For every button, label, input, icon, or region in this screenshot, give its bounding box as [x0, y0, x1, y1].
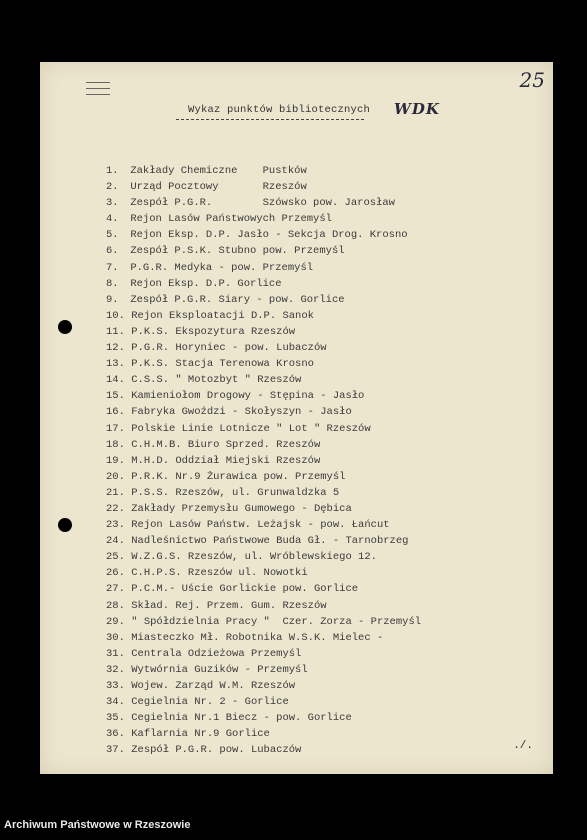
item-text: Polskie Linie Lotnicze " Lot " Rzeszów: [131, 422, 371, 435]
item-number: 6.: [106, 245, 119, 258]
list-item: [106, 388, 546, 404]
item-text: Fabryka Gwoździ - Skołyszyn - Jasło: [131, 406, 352, 419]
item-text: P.K.S. Stacja Terenowa Krosno: [131, 358, 314, 371]
list-item: [106, 614, 546, 630]
item-text: Wytwórnia Guzików - Przemyśl: [131, 663, 308, 676]
item-text: Urząd Pocztowy Rzeszów: [130, 181, 307, 194]
title-underline: [176, 119, 364, 120]
item-text: Wojew. Zarząd W.M. Rzeszów: [131, 680, 296, 692]
list-item: [106, 533, 546, 549]
item-number: 3.: [106, 197, 119, 210]
item-text: P.G.R. Horyniec - pow. Lubaczów: [131, 342, 327, 355]
item-number: 12.: [106, 342, 125, 355]
item-number: 1.: [106, 165, 119, 177]
list-item: [106, 404, 546, 420]
list-item: [106, 630, 546, 646]
item-number: 9.: [106, 293, 119, 306]
item-text: Kaflarnia Nr.9 Gorlice: [131, 728, 270, 741]
list-item: [106, 517, 546, 533]
item-text: Rejon Eksploatacji D.P. Sanok: [131, 309, 314, 322]
item-number: 34.: [106, 696, 125, 709]
list-item: [106, 276, 546, 292]
item-number: 16.: [106, 406, 125, 419]
item-text: P.K.S. Ekspozytura Rzeszów: [131, 325, 296, 338]
list-item: [106, 227, 546, 243]
list-item: [106, 678, 546, 694]
item-text: M.H.D. Oddział Miejski Rzeszów: [131, 454, 321, 467]
list-item: [106, 453, 546, 469]
item-number: 23.: [106, 519, 125, 532]
list-item: [106, 421, 546, 437]
item-text: Rejon Eksp. D.P. Gorlice: [130, 277, 282, 290]
list-item: [106, 501, 546, 517]
list-item: [106, 292, 546, 308]
item-number: 31.: [106, 647, 125, 660]
list-item: [106, 549, 546, 565]
item-number: 8.: [106, 277, 119, 290]
list-item: [106, 662, 546, 678]
item-text: C.S.S. " Motozbyt " Rzeszów: [131, 374, 302, 387]
item-number: 15.: [106, 390, 125, 403]
item-text: W.Z.G.S. Rzeszów, ul. Wróblewskiego 12.: [131, 551, 377, 564]
list-item: [106, 437, 546, 453]
item-number: 29.: [106, 615, 125, 628]
item-text: P.C.M.- Uście Gorlickie pow. Gorlice: [131, 583, 359, 596]
item-text: Zakłady Chemiczne Pustków: [130, 165, 307, 177]
punch-hole-bottom: [58, 518, 72, 532]
list-item: [106, 485, 546, 501]
item-text: C.H.P.S. Rzeszów ul. Nowotki: [131, 567, 308, 580]
item-number: 26.: [106, 567, 125, 580]
item-text: " Spółdzielnia Pracy " Czer. Zorza - Przemyśl: [131, 615, 422, 628]
list-item: [106, 565, 546, 581]
list-item: [106, 308, 546, 324]
item-text: Rejon Lasów Państwowych Przemyśl: [130, 213, 332, 226]
item-number: 20.: [106, 470, 125, 483]
archive-footer: [0, 813, 587, 840]
list-item: [106, 742, 546, 758]
item-number: 18.: [106, 438, 125, 451]
punch-hole-top: [58, 320, 72, 334]
item-number: 24.: [106, 535, 125, 548]
list-item: [106, 469, 546, 485]
item-number: 36.: [106, 728, 125, 741]
item-number: 10.: [106, 309, 125, 322]
item-number: 22.: [106, 502, 125, 515]
item-text: P.R.K. Nr.9 Żurawica pow. Przemyśl: [131, 470, 346, 483]
continuation-mark: ./.: [513, 740, 533, 752]
item-number: 25.: [106, 551, 125, 564]
list-item: [106, 243, 546, 259]
list-item: [106, 340, 546, 356]
item-number: 19.: [106, 454, 125, 467]
item-text: Centrala Odzieżowa Przemyśl: [131, 647, 302, 660]
item-number: 2.: [106, 181, 119, 194]
list-item: [106, 581, 546, 597]
item-text: Nadleśnictwo Państwowe Buda Gł. - Tarnobrzeg: [131, 535, 409, 548]
item-number: 5.: [106, 229, 119, 242]
list-item: [106, 163, 546, 179]
item-number: 7.: [106, 261, 119, 274]
item-text: P.S.S. Rzeszów, ul. Grunwaldzka 5: [131, 486, 340, 499]
item-text: Rejon Lasów Państw. Leżajsk - pow. Łańcut: [131, 519, 390, 532]
list-item: [106, 179, 546, 195]
list-item: [106, 324, 546, 340]
page-number: 25: [519, 68, 545, 92]
list-item: [106, 710, 546, 726]
list-item: [106, 260, 546, 276]
list-item: [106, 356, 546, 372]
item-text: Zakłady Przemysłu Gumowego - Dębica: [131, 502, 352, 515]
item-number: 11.: [106, 325, 125, 338]
item-number: 4.: [106, 213, 119, 226]
item-text: Cegielnia Nr. 2 - Gorlice: [131, 696, 289, 709]
page-title: Wykaz punktów bibliotecznych: [188, 104, 371, 116]
item-number: 32.: [106, 663, 125, 676]
list-item: [106, 646, 546, 662]
item-text: Rejon Eksp. D.P. Jasło - Sekcja Drog. Krosno: [130, 229, 408, 242]
list-item: [106, 726, 546, 742]
item-text: Zespół P.S.K. Stubno pow. Przemyśl: [130, 245, 345, 258]
list-item: [106, 694, 546, 710]
handwritten-note: WDK: [394, 100, 440, 118]
item-text: Miasteczko Mł. Robotnika W.S.K. Mielec -: [131, 631, 384, 644]
list-item: [106, 598, 546, 614]
item-number: 17.: [106, 422, 125, 435]
document-page: [40, 62, 553, 774]
item-text: Cegielnia Nr.1 Biecz - pow. Gorlice: [131, 712, 352, 725]
item-number: 35.: [106, 712, 125, 725]
item-number: 28.: [106, 599, 125, 612]
item-text: Skład. Rej. Przem. Gum. Rzeszów: [131, 599, 327, 612]
item-number: 13.: [106, 358, 125, 371]
item-text: Kamieniołom Drogowy - Stępina - Jasło: [131, 390, 365, 403]
item-text: Zespół P.G.R. Siary - pow. Gorlice: [130, 293, 345, 306]
item-text: Zespół P.G.R. Szówsko pow. Jarosław: [130, 197, 395, 210]
list-item: [106, 195, 546, 211]
item-number: 27.: [106, 583, 125, 596]
item-number: 21.: [106, 486, 125, 499]
item-number: 30.: [106, 631, 125, 644]
list-item: [106, 211, 546, 227]
archive-name: Archiwum Państwowe w Rzeszowie: [4, 819, 191, 831]
item-number: 33.: [106, 680, 125, 692]
item-number: 37.: [106, 744, 125, 757]
item-number: 14.: [106, 374, 125, 387]
item-text: Zespół P.G.R. pow. Lubaczów: [131, 744, 302, 757]
item-text: P.G.R. Medyka - pow. Przemyśl: [130, 261, 314, 274]
margin-marks: [86, 82, 110, 102]
list-item: [106, 372, 546, 388]
library-points-list: [106, 163, 546, 758]
item-text: C.H.M.B. Biuro Sprzed. Rzeszów: [131, 438, 321, 451]
